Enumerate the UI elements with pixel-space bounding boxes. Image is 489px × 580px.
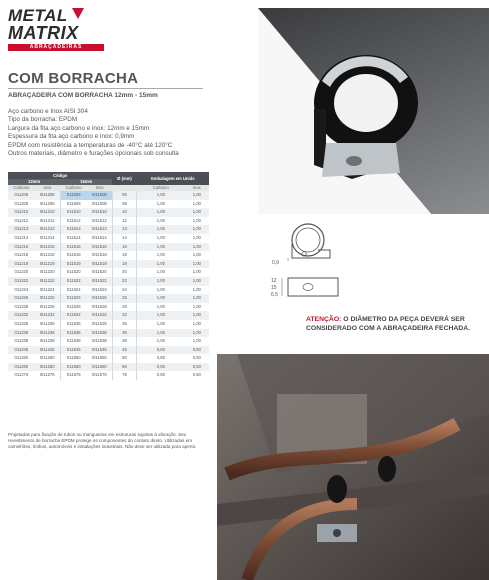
table-row <box>8 260 209 269</box>
table-cell: 1,00 <box>185 217 209 226</box>
table-cell: I011524 <box>87 286 112 295</box>
table-cell: 011210 <box>8 208 35 217</box>
table-cell: 25 <box>112 294 136 303</box>
table-cell: I011536 <box>87 329 112 338</box>
table-cell: 1,00 <box>185 337 209 346</box>
table-cell: 1,00 <box>185 208 209 217</box>
table-cell: 1,00 <box>185 225 209 234</box>
sub-carbon-15: Carbono <box>60 185 87 191</box>
table-cell: I011260 <box>35 363 60 372</box>
table-cell: I011532 <box>87 311 112 320</box>
header-12mm: 12mm <box>8 179 60 185</box>
table-cell: 011220 <box>8 268 35 277</box>
dim-thickness: 0,9 <box>272 260 279 266</box>
spec-line: EPDM com resistência a temperaturas de -40°C até 120°C <box>8 141 173 149</box>
table-cell: 011250 <box>8 354 35 363</box>
table-cell: 12 <box>112 217 136 226</box>
brand-tagline: ABRAÇADEIRAS <box>8 44 104 51</box>
table-cell: 45 <box>112 346 136 355</box>
table-cell: 14 <box>112 234 136 243</box>
header-15mm: 15mm <box>60 179 112 185</box>
table-cell: 011224 <box>8 286 35 295</box>
table-cell: I011514 <box>87 234 112 243</box>
table-cell: 06 <box>112 191 136 200</box>
table-cell: 011510 <box>60 208 87 217</box>
table-cell: I011550 <box>87 354 112 363</box>
table-row <box>8 311 209 320</box>
table-cell: I011516 <box>87 243 112 252</box>
table-row <box>8 354 209 363</box>
table-cell: 011228 <box>8 303 35 312</box>
table-cell: 011506 <box>60 191 87 200</box>
table-cell: 0,50 <box>137 354 185 363</box>
spec-line: Tipo da borracha: EPDM <box>8 116 78 124</box>
table-cell: 1,00 <box>185 303 209 312</box>
table-cell: I011222 <box>35 277 60 286</box>
table-row <box>8 191 209 200</box>
table-cell: 10 <box>112 208 136 217</box>
table-cell: 1,00 <box>185 251 209 260</box>
brand-logo <box>8 6 108 50</box>
table-cell: 1,00 <box>137 329 185 338</box>
product-specs <box>8 108 213 158</box>
table-cell: 011513 <box>60 225 87 234</box>
table-cell: I011545 <box>87 346 112 355</box>
table-cell: I011528 <box>87 303 112 312</box>
table-cell: 1,00 <box>185 268 209 277</box>
table-cell: I011510 <box>87 208 112 217</box>
table-cell: 1,00 <box>185 234 209 243</box>
table-row <box>8 337 209 346</box>
table-cell: I011232 <box>35 311 60 320</box>
product-title: COM BORRACHA <box>8 70 139 87</box>
table-cell: I011506 <box>87 191 112 200</box>
sub-carbon-12: Carbono <box>8 185 35 191</box>
table-row <box>8 251 209 260</box>
sub-pack-carbon: Carbono <box>137 185 185 191</box>
table-cell: I011213 <box>35 225 60 234</box>
table-cell: I011518 <box>87 251 112 260</box>
table-cell: 1,00 <box>137 311 185 320</box>
table-cell: 1,00 <box>137 260 185 269</box>
table-cell: 011232 <box>8 311 35 320</box>
table-cell: I011224 <box>35 286 60 295</box>
table-cell: I011219 <box>35 260 60 269</box>
table-row <box>8 268 209 277</box>
table-cell: I011238 <box>35 337 60 346</box>
table-cell: 16 <box>112 243 136 252</box>
table-cell: I011225 <box>35 294 60 303</box>
table-cell: 1,00 <box>137 268 185 277</box>
table-cell: 011212 <box>8 217 35 226</box>
table-cell: 0,50 <box>185 354 209 363</box>
spec-line: Largura da fita aço carbono e inox: 12mm e 15mm <box>8 124 150 132</box>
table-cell: 35 <box>112 320 136 329</box>
table-cell: 1,00 <box>137 294 185 303</box>
sub-inox-15: Inox <box>87 185 112 191</box>
table-cell: 1,00 <box>137 217 185 226</box>
table-cell: 32 <box>112 311 136 320</box>
table-cell: 011545 <box>60 346 87 355</box>
table-cell: I011228 <box>35 303 60 312</box>
table-row <box>8 303 209 312</box>
product-table <box>8 172 209 380</box>
dim-hole: 6,5 <box>271 292 278 298</box>
table-row <box>8 329 209 338</box>
table-cell: I011250 <box>35 354 60 363</box>
table-cell: I011235 <box>35 320 60 329</box>
sub-inox-12: Inox <box>35 185 60 191</box>
table-cell: 1,00 <box>137 303 185 312</box>
table-cell: 011276 <box>8 371 35 380</box>
table-cell: 011518 <box>60 251 87 260</box>
table-row <box>8 277 209 286</box>
table-cell: 011238 <box>8 337 35 346</box>
table-cell: I011512 <box>87 217 112 226</box>
table-cell: 60 <box>112 363 136 372</box>
table-cell: 1,00 <box>185 320 209 329</box>
table-cell: 1,00 <box>185 277 209 286</box>
table-cell: 1,00 <box>137 225 185 234</box>
table-cell: 1,00 <box>137 208 185 217</box>
table-cell: 011225 <box>8 294 35 303</box>
brand-name-line2: MATRIX <box>8 23 79 43</box>
table-cell: I011576 <box>87 371 112 380</box>
table-cell: 011522 <box>60 277 87 286</box>
table-cell: I011212 <box>35 217 60 226</box>
table-cell: 1,00 <box>137 277 185 286</box>
table-cell: I011208 <box>35 200 60 209</box>
table-cell: 011508 <box>60 200 87 209</box>
table-cell: 011536 <box>60 329 87 338</box>
table-cell: I011508 <box>87 200 112 209</box>
table-row <box>8 208 209 217</box>
table-cell: I011218 <box>35 251 60 260</box>
table-cell: 38 <box>112 337 136 346</box>
table-cell: 011222 <box>8 277 35 286</box>
table-cell: 011516 <box>60 243 87 252</box>
table-row <box>8 371 209 380</box>
dim-width-12: 12 <box>271 278 277 284</box>
table-cell: 22 <box>112 277 136 286</box>
table-cell: 011528 <box>60 303 87 312</box>
table-cell: I011560 <box>87 363 112 372</box>
table-cell: 0,50 <box>137 346 185 355</box>
table-cell: 011524 <box>60 286 87 295</box>
table-cell: 011260 <box>8 363 35 372</box>
table-cell: 011208 <box>8 200 35 209</box>
table-cell: 18 <box>112 251 136 260</box>
table-cell: 011538 <box>60 337 87 346</box>
table-cell: 20 <box>112 268 136 277</box>
product-subtitle: ABRAÇADEIRA COM BORRACHA 12mm - 15mm <box>8 92 158 99</box>
table-cell: 50 <box>112 354 136 363</box>
table-row <box>8 234 209 243</box>
spec-line: Espessura da fita aço carbono e inox: 0,9mm <box>8 133 135 141</box>
table-row <box>8 217 209 226</box>
table-cell: 011216 <box>8 243 35 252</box>
sub-pack-inox: Inox <box>185 185 209 191</box>
rubber-clamp-photo <box>258 8 489 214</box>
table-cell: 011236 <box>8 329 35 338</box>
table-cell: 0,50 <box>137 371 185 380</box>
installation-photo <box>217 354 489 580</box>
table-cell: 19 <box>112 260 136 269</box>
table-cell: 1,00 <box>185 200 209 209</box>
spec-line: Outros materiais, diâmetro e furações opcionais sob consulta <box>8 150 179 158</box>
table-cell: 1,00 <box>185 329 209 338</box>
warning-text: O DIÂMETRO DA PEÇA DEVERÁ SER CONSIDERADO COM A ABRAÇADEIRA FECHADA. <box>306 316 471 332</box>
table-cell: 011214 <box>8 234 35 243</box>
table-cell: 011514 <box>60 234 87 243</box>
table-cell: 1,00 <box>137 191 185 200</box>
table-cell: 011206 <box>8 191 35 200</box>
table-cell: 36 <box>112 329 136 338</box>
table-row <box>8 286 209 295</box>
header-diameter: Ø (mm) <box>112 172 136 185</box>
table-cell: I011206 <box>35 191 60 200</box>
header-code: Código <box>8 172 112 179</box>
title-divider <box>8 88 203 89</box>
table-cell: 1,00 <box>185 286 209 295</box>
warning-box <box>306 315 481 333</box>
table-row <box>8 225 209 234</box>
table-cell: 011535 <box>60 320 87 329</box>
dim-width-15: 15 <box>271 285 277 291</box>
table-cell: 28 <box>112 303 136 312</box>
table-cell: I011236 <box>35 329 60 338</box>
table-cell: 0,50 <box>137 363 185 372</box>
table-cell: 011235 <box>8 320 35 329</box>
table-cell: I011522 <box>87 277 112 286</box>
table-cell: I011210 <box>35 208 60 217</box>
table-cell: 1,00 <box>185 260 209 269</box>
table-cell: 76 <box>112 371 136 380</box>
table-cell: 0,50 <box>185 371 209 380</box>
table-cell: I011520 <box>87 268 112 277</box>
table-cell: 011245 <box>8 346 35 355</box>
table-cell: I011535 <box>87 320 112 329</box>
table-cell: 1,00 <box>137 200 185 209</box>
table-cell: 0,50 <box>185 346 209 355</box>
table-row <box>8 243 209 252</box>
brand-triangle-icon <box>72 8 84 19</box>
table-cell: 08 <box>112 200 136 209</box>
header-packaging: Embalagem em Unids <box>137 172 209 185</box>
brand-name-line1: METAL <box>8 6 68 25</box>
table-cell: 1,00 <box>137 243 185 252</box>
table-cell: 1,00 <box>185 243 209 252</box>
table-cell: 011520 <box>60 268 87 277</box>
table-cell: 011213 <box>8 225 35 234</box>
table-cell: 1,00 <box>137 337 185 346</box>
table-cell: 1,00 <box>137 251 185 260</box>
table-cell: 1,00 <box>185 191 209 200</box>
table-cell: I011245 <box>35 346 60 355</box>
table-cell: I011525 <box>87 294 112 303</box>
table-cell: 011560 <box>60 363 87 372</box>
technical-drawing <box>268 218 358 318</box>
table-cell: 011532 <box>60 311 87 320</box>
table-cell: 011525 <box>60 294 87 303</box>
table-cell: 24 <box>112 286 136 295</box>
table-cell: 011218 <box>8 251 35 260</box>
table-row <box>8 346 209 355</box>
table-row <box>8 363 209 372</box>
table-body <box>8 191 209 380</box>
table-cell: 011550 <box>60 354 87 363</box>
table-cell: 0,50 <box>185 363 209 372</box>
table-cell: I011216 <box>35 243 60 252</box>
table-row <box>8 320 209 329</box>
table-cell: 011519 <box>60 260 87 269</box>
table-cell: 011576 <box>60 371 87 380</box>
table-cell: 011512 <box>60 217 87 226</box>
table-cell: I011513 <box>87 225 112 234</box>
table-cell: I011538 <box>87 337 112 346</box>
table-row <box>8 200 209 209</box>
table-cell: 1,00 <box>137 234 185 243</box>
table-cell: I011214 <box>35 234 60 243</box>
table-row <box>8 294 209 303</box>
table-cell: 1,00 <box>185 311 209 320</box>
table-cell: I011220 <box>35 268 60 277</box>
table-cell: I011276 <box>35 371 60 380</box>
table-cell: 1,00 <box>185 294 209 303</box>
table-cell: 011219 <box>8 260 35 269</box>
spec-line: Aço carbono e Inox AISI 304 <box>8 108 88 115</box>
product-note: Projetadas para fixação de tubos ou mangueiras em estruturas sujeitas à vibração. Seu revestimento de borracha EPDM protege os componentes do contato direto. Utilizadas em caminhões, ônibus, automóveis e instalações industriais. Não deve ser utilizada para aperto. <box>8 432 197 449</box>
table-cell: 13 <box>112 225 136 234</box>
table-cell: I011519 <box>87 260 112 269</box>
table-cell: 1,00 <box>137 320 185 329</box>
warning-label: ATENÇÃO: <box>306 316 342 323</box>
table-cell: 1,00 <box>137 286 185 295</box>
